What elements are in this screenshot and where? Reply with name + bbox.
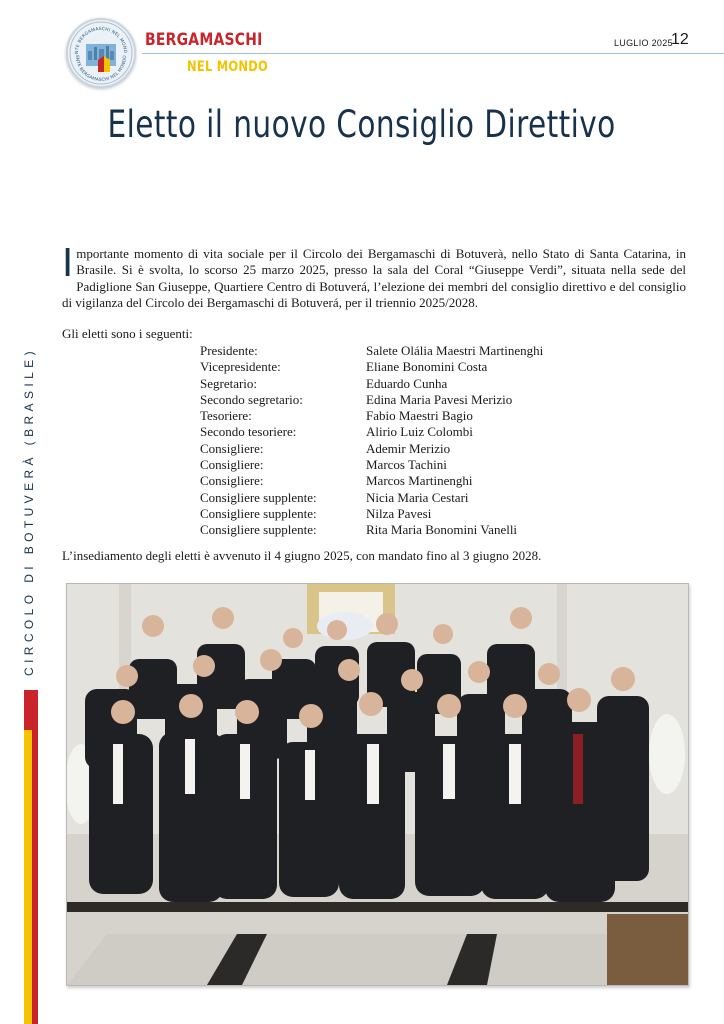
officer-role: Consigliere: xyxy=(200,440,264,456)
officer-name: Fabio Maestri Bagio xyxy=(366,408,473,424)
masthead-bergamaschi: BERGAMASCHI xyxy=(145,30,263,50)
closing-paragraph: L’insediamento degli eletti è avvenuto il 4 giugno 2025, con mandato fino al 3 giugno 2028. xyxy=(62,548,542,563)
officers-intro: Gli eletti sono i seguenti: xyxy=(62,326,193,341)
officer-role: Consigliere supplente: xyxy=(200,505,317,521)
officer-role: Secondo tesoriere: xyxy=(200,424,297,440)
masthead-nel-mondo: NEL MONDO xyxy=(187,59,269,75)
officer-row xyxy=(200,522,543,538)
page-number: 12 xyxy=(671,31,689,48)
officer-name: Alirio Luiz Colombi xyxy=(366,424,473,440)
article-title-text: Eletto il nuovo Consiglio Direttivo xyxy=(107,103,617,146)
article-paragraph: mportante momento di vita sociale per il Circolo dei Bergamaschi di Botuverà, nello Stato di Santa Catarina, in Brasile. Si è svolta, lo scorso 25 marzo 2025, presso la sala del Coral “Giuseppe Verdi”, situata nella sede del Padiglione San Giuseppe, Quartiere Centro di Botuverá, l’elezione dei membri del consiglio direttivo e del consiglio di vigilanza del Circolo dei Bergamaschi di Botuverá, per il triennio 2025/2028. xyxy=(62,246,686,310)
officer-row xyxy=(200,376,543,392)
officer-row xyxy=(200,392,543,408)
officer-row xyxy=(200,343,543,359)
side-stripe-red-top xyxy=(24,690,32,730)
officer-role: Vicepresidente: xyxy=(200,359,281,375)
officer-row xyxy=(200,359,543,375)
officer-role: Consigliere supplente: xyxy=(200,522,317,538)
officer-name: Edina Maria Pavesi Merizio xyxy=(366,391,513,407)
officer-role: Consigliere supplente: xyxy=(200,489,317,505)
officer-row xyxy=(200,441,543,457)
officer-name: Marcos Tachini xyxy=(366,457,447,473)
officer-name: Nicia Maria Cestari xyxy=(366,489,469,505)
publication-logo xyxy=(66,18,136,88)
officer-name: Eduardo Cunha xyxy=(366,375,448,391)
side-stripe-red xyxy=(32,690,38,1024)
logo-ring-bottom-text: ENTE BERGAMASCHI NEL MONDO xyxy=(73,55,129,84)
officer-row xyxy=(200,490,543,506)
article-title xyxy=(0,103,724,146)
officer-row xyxy=(200,506,543,522)
officer-row xyxy=(200,408,543,424)
officer-role: Secondo segretario: xyxy=(200,391,303,407)
officer-name: Marcos Martinenghi xyxy=(366,473,473,489)
officer-role: Tesoriere: xyxy=(200,408,252,424)
article-body xyxy=(62,241,686,311)
officer-row xyxy=(200,473,543,489)
officer-name: Eliane Bonomini Costa xyxy=(366,359,488,375)
officer-role: Presidente: xyxy=(200,343,258,358)
drop-cap: I xyxy=(62,241,74,285)
officers-list xyxy=(200,343,543,539)
logo-ring-top-text: NTE BERGAMASCHI NEL MOND xyxy=(74,26,128,55)
officer-role: Consigliere: xyxy=(200,473,264,489)
header-divider xyxy=(142,53,724,54)
officer-name: Nilza Pavesi xyxy=(366,505,432,521)
officer-row xyxy=(200,424,543,440)
issue-date: LUGLIO 2025 xyxy=(614,38,673,48)
officer-name: Rita Maria Bonomini Vanelli xyxy=(366,522,518,538)
group-photo xyxy=(66,583,689,986)
officer-row xyxy=(200,457,543,473)
officer-role: Segretario: xyxy=(200,375,258,391)
section-side-label: CIRCOLO DI BOTUVERÀ (BRASILE) xyxy=(22,347,36,676)
side-stripe-yellow xyxy=(24,730,32,1024)
officer-name: Salete Olália Maestri Martinenghi xyxy=(366,343,544,358)
group-photo-illustration xyxy=(67,584,688,985)
officer-role: Consigliere: xyxy=(200,457,264,473)
officer-name: Ademir Merizio xyxy=(366,440,451,456)
